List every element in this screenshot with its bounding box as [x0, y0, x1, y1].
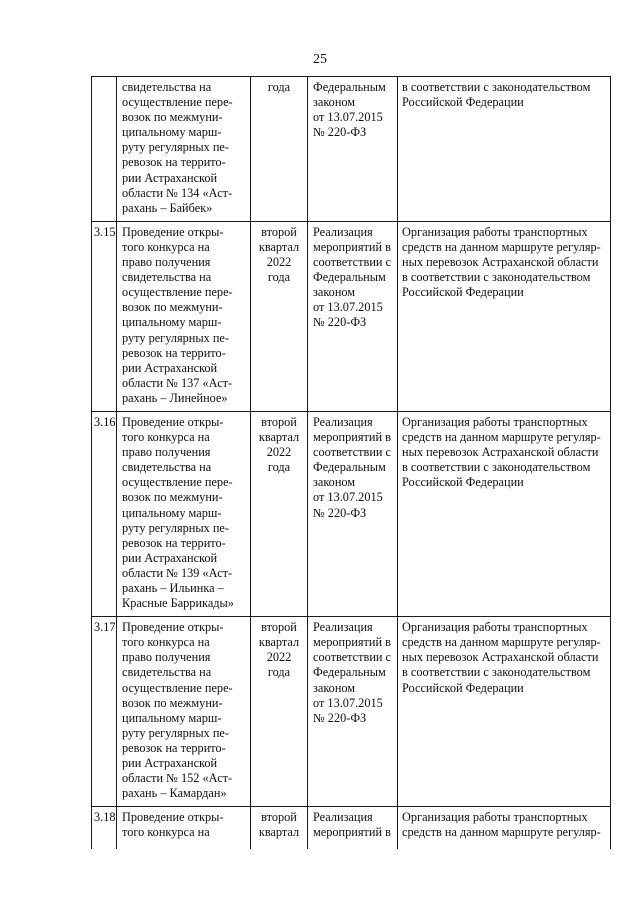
row-number: 3.18 [92, 807, 117, 849]
implementation-cell: Федеральным законом от 13.07.2015 № 220-ФЗ [308, 77, 398, 222]
table-row [92, 77, 611, 222]
table-row [92, 411, 611, 616]
result-cell: в соответствии с законодательством Российской Федерации [398, 77, 611, 222]
implementation-cell: Реализация мероприятий в соответствии с Федеральным законом от 13.07.2015 № 220-ФЗ [308, 617, 398, 807]
implementation-cell: Реализация мероприятий в соответствии с Федеральным законом от 13.07.2015 № 220-ФЗ [308, 221, 398, 411]
row-number: 3.15 [92, 221, 117, 411]
result-cell: Организация работы транспортных средств на данном маршруте регуляр- ных перевозок Астраханской области в соответствии с законодательством Российской Федерации [398, 411, 611, 616]
term-cell: второй квартал [251, 807, 308, 849]
table-row [92, 807, 611, 849]
term-cell: второй квартал 2022 года [251, 221, 308, 411]
term-cell: второй квартал 2022 года [251, 411, 308, 616]
row-number: 3.17 [92, 617, 117, 807]
implementation-cell: Реализация мероприятий в соответствии с Федеральным законом от 13.07.2015 № 220-ФЗ [308, 411, 398, 616]
page-number: 25 [313, 52, 327, 67]
row-number: 3.16 [92, 411, 117, 616]
event-cell: Проведение откры- того конкурса на право получения свидетельства на осуществление пере- возок по межмуни- ципальному марш- руту регулярных пе- ревозок на террито- рии Астраханской области № 139 «Аст- рахань – Ильинка – Красные Баррикады» [117, 411, 251, 616]
implementation-cell: Реализация мероприятий в [308, 807, 398, 849]
event-cell: Проведение откры- того конкурса на право получения свидетельства на осуществление пере- возок по межмуни- ципальному марш- руту регулярных пе- ревозок на террито- рии Астраханской области № 152 «Аст- рахань – Камардан» [117, 617, 251, 807]
term-cell: второй квартал 2022 года [251, 617, 308, 807]
table-row [92, 221, 611, 411]
row-number [92, 77, 117, 222]
event-cell: свидетельства на осуществление пере- возок по межмуни- ципальному марш- руту регулярных пе- ревозок на террито- рии Астраханской области № 134 «Аст- рахань – Байбек» [117, 77, 251, 222]
result-cell: Организация работы транспортных средств на данном маршруте регуляр- ных перевозок Астраханской области в соответствии с законодательством Российской Федерации [398, 617, 611, 807]
term-cell: года [251, 77, 308, 222]
result-cell: Организация работы транспортных средств на данном маршруте регуляр- [398, 807, 611, 849]
result-cell: Организация работы транспортных средств на данном маршруте регуляр- ных перевозок Астраханской области в соответствии с законодательством Российской Федерации [398, 221, 611, 411]
table-row [92, 617, 611, 807]
event-cell: Проведение откры- того конкурса на [117, 807, 251, 849]
plan-table [91, 76, 611, 849]
event-cell: Проведение откры- того конкурса на право получения свидетельства на осуществление пере- возок по межмуни- ципальному марш- руту регулярных пе- ревозок на террито- рии Астраханской области № 137 «Аст- рахань – Линейное» [117, 221, 251, 411]
